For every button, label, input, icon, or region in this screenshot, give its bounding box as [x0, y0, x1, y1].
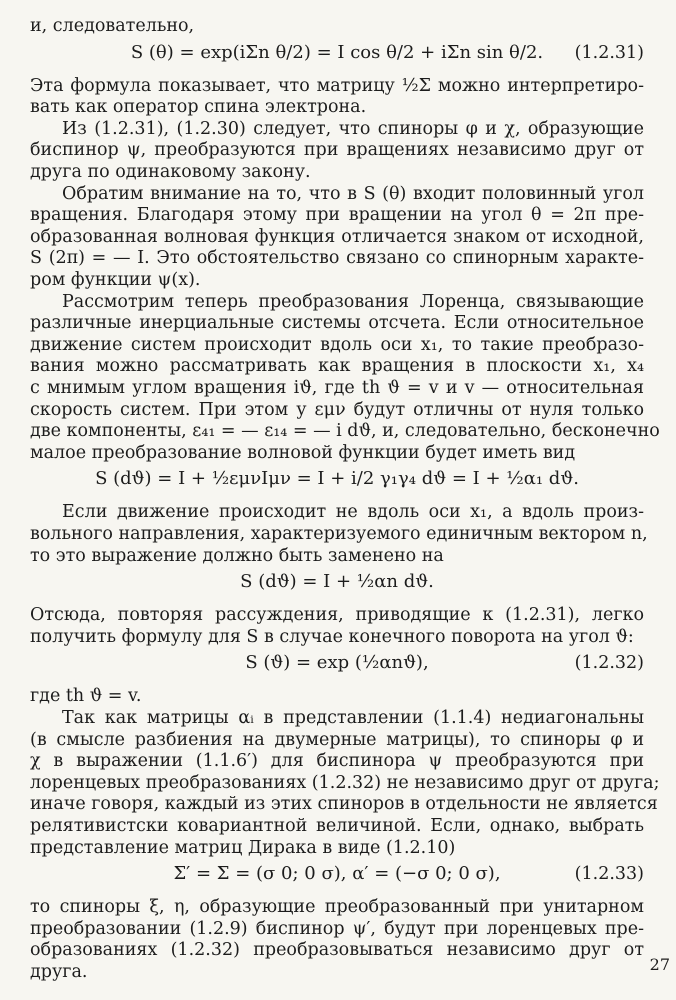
text-line: Эта формула показывает, что матрицу ½Σ можно интерпретиро-: [30, 75, 644, 96]
text-line: Из (1.2.31), (1.2.30) следует, что спиноры φ и χ, образующие: [62, 118, 644, 139]
text-line: и, следовательно,: [30, 16, 195, 36]
text-line: вольного направления, характеризуемого единичным вектором n,: [30, 524, 648, 544]
text-line: вать как оператор спина электрона.: [30, 97, 367, 118]
equation: S (ϑ) = exp (½αnϑ),: [245, 652, 429, 674]
text-line: то это выражение должно быть заменено на: [30, 545, 444, 566]
text-line: Так как матрицы αᵢ в представлении (1.1.4) недиагональны: [62, 708, 644, 728]
text-line: ром функции ψ(x).: [30, 270, 201, 290]
text-line: различные инерциальные системы отсчета. Если относительное: [30, 313, 644, 334]
text-line: две компоненты, ε₄₁ = — ε₁₄ = — i dϑ, и, следовательно, бесконечно: [30, 421, 660, 442]
equation: Σ′ = Σ = (σ 0; 0 σ), α′ = (−σ 0; 0 σ),: [173, 863, 501, 885]
text-line: представление матриц Дирака в виде (1.2.10): [30, 837, 456, 858]
text-line: лоренцевых преобразованиях (1.2.32) не независимо друг от друга;: [30, 772, 660, 793]
text-line: релятивистски ковариантной величиной. Если, однако, выбрать: [30, 816, 644, 836]
text-line: где th ϑ = v.: [30, 686, 142, 707]
text-line: малое преобразование волновой функции будет иметь вид: [30, 442, 576, 463]
equation-number: (1.2.32): [574, 653, 644, 674]
text-line: образованиях (1.2.32) преобразовываться независимо друг от: [30, 940, 644, 961]
text-line: скорость систем. При этом у εμν будут отличны от нуля только: [30, 399, 644, 420]
text-line: Если движение происходит не вдоль оси x₁, а вдоль произ-: [62, 502, 644, 523]
equation: S (dϑ) = I + ½εμνIμν = I + i/2 γ₁γ₄ dϑ = I + ½α₁ dϑ.: [95, 468, 579, 490]
text-line: вания можно рассматривать как вращения в плоскости x₁, x₄: [30, 356, 644, 377]
text-line: то спиноры ξ, η, образующие преобразованный при унитарном: [30, 897, 644, 918]
equation: S (dϑ) = I + ½αn dϑ.: [240, 571, 434, 593]
equation: S (θ) = exp(iΣn θ/2) = I cos θ/2 + iΣn sin θ/2.: [130, 41, 544, 63]
page-number: 27: [649, 955, 670, 974]
text-line: биспинор ψ, преобразуются при вращениях независимо друг от: [30, 140, 644, 161]
text-line: Обратим внимание на то, что в S (θ) входит половинный угол: [62, 183, 644, 204]
text-line: получить формулу для S в случае конечного поворота на угол ϑ:: [30, 626, 634, 647]
text-line: иначе говоря, каждый из этих спиноров в отдельности не является: [30, 794, 658, 815]
text-line: Рассмотрим теперь преобразования Лоренца, связывающие: [62, 291, 644, 312]
equation-number: (1.2.33): [574, 864, 644, 885]
text-line: χ в выражении (1.1.6′) для биспинора ψ преобразуются при: [30, 751, 644, 772]
equation-number: (1.2.31): [574, 42, 644, 63]
text-line: движение систем происходит вдоль оси x₁, то такие преобразо-: [30, 334, 644, 355]
text-line: друга.: [30, 962, 88, 982]
text-line: образованная волновая функция отличается знаком от исходной,: [30, 226, 644, 247]
text-line: Отсюда, повторяя рассуждения, приводящие к (1.2.31), легко: [30, 605, 644, 626]
text-line: преобразовании (1.2.9) биспинор ψ′, будут при лоренцевых пре-: [30, 918, 644, 939]
text-line: вращения. Благодаря этому при вращении на угол θ = 2π пре-: [30, 205, 644, 226]
text-line: S (2π) = — I. Это обстоятельство связано со спинорным характе-: [30, 248, 644, 269]
text-line: (в смысле разбиения на двумерные матрицы), то спиноры φ и: [30, 729, 644, 750]
text-line: с мнимым углом вращения iϑ, где th ϑ = v и v — относительная: [30, 378, 644, 398]
text-line: друга по одинаковому закону.: [30, 162, 311, 182]
